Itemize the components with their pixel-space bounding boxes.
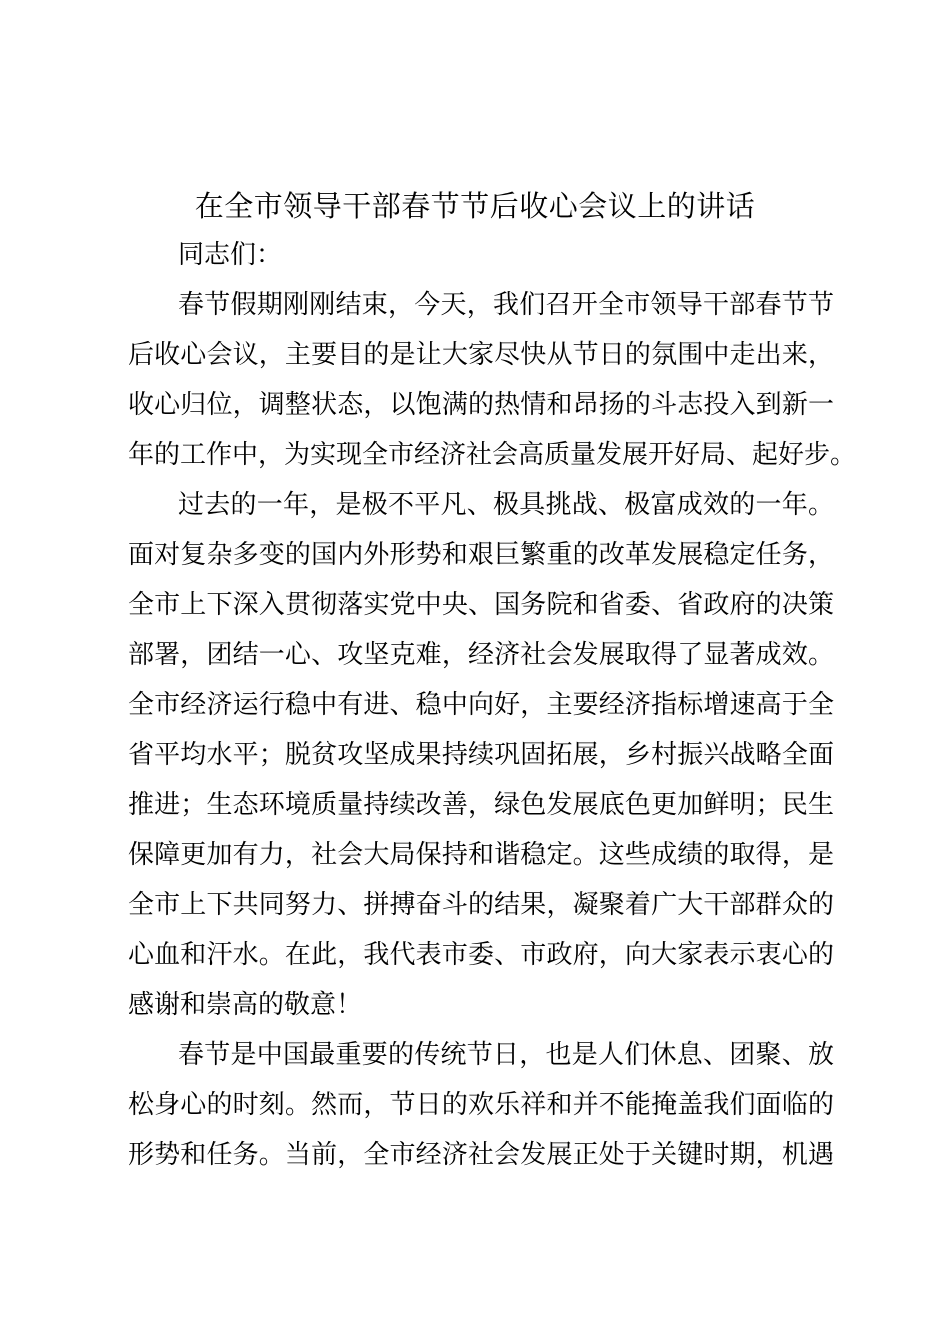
text-line: 松身心的时刻。然而，节日的欢乐祥和并不能掩盖我们面临的 — [128, 1090, 834, 1120]
text-line: 感谢和崇高的敬意！ — [128, 990, 363, 1020]
text-line: 春节是中国最重要的传统节日，也是人们休息、团聚、放 — [178, 1040, 834, 1070]
text-line: 省平均水平；脱贫攻坚成果持续巩固拓展，乡村振兴战略全面 — [128, 740, 834, 770]
text-line: 后收心会议，主要目的是让大家尽快从节日的氛围中走出来， — [128, 340, 834, 370]
text-line: 全市经济运行稳中有进、稳中向好，主要经济指标增速高于全 — [128, 690, 834, 720]
text-line: 全市上下共同努力、拼搏奋斗的结果，凝聚着广大干部群众的 — [128, 890, 834, 920]
text-line: 部署，团结一心、攻坚克难，经济社会发展取得了显著成效。 — [128, 640, 834, 670]
text-line: 过去的一年，是极不平凡、极具挑战、极富成效的一年。 — [178, 490, 834, 520]
document-body — [128, 230, 857, 1180]
text-line: 面对复杂多变的国内外形势和艰巨繁重的改革发展稳定任务， — [128, 540, 834, 570]
text-line: 形势和任务。当前，全市经济社会发展正处于关键时期，机遇 — [128, 1140, 834, 1170]
text-line: 推进；生态环境质量持续改善，绿色发展底色更加鲜明；民生 — [128, 790, 834, 820]
text-line: 保障更加有力，社会大局保持和谐稳定。这些成绩的取得，是 — [128, 840, 834, 870]
text-line: 心血和汗水。在此，我代表市委、市政府，向大家表示衷心的 — [128, 940, 834, 970]
salutation: 同志们： — [178, 240, 283, 270]
text-line: 春节假期刚刚结束，今天，我们召开全市领导干部春节节 — [178, 290, 834, 320]
text-line: 全市上下深入贯彻落实党中央、国务院和省委、省政府的决策 — [128, 590, 834, 620]
text-line: 收心归位，调整状态，以饱满的热情和昂扬的斗志投入到新一 — [128, 390, 834, 420]
document-title: 在全市领导干部春节节后收心会议上的讲话 — [194, 189, 756, 223]
text-line: 年的工作中，为实现全市经济社会高质量发展开好局、起好步。 — [128, 440, 857, 470]
